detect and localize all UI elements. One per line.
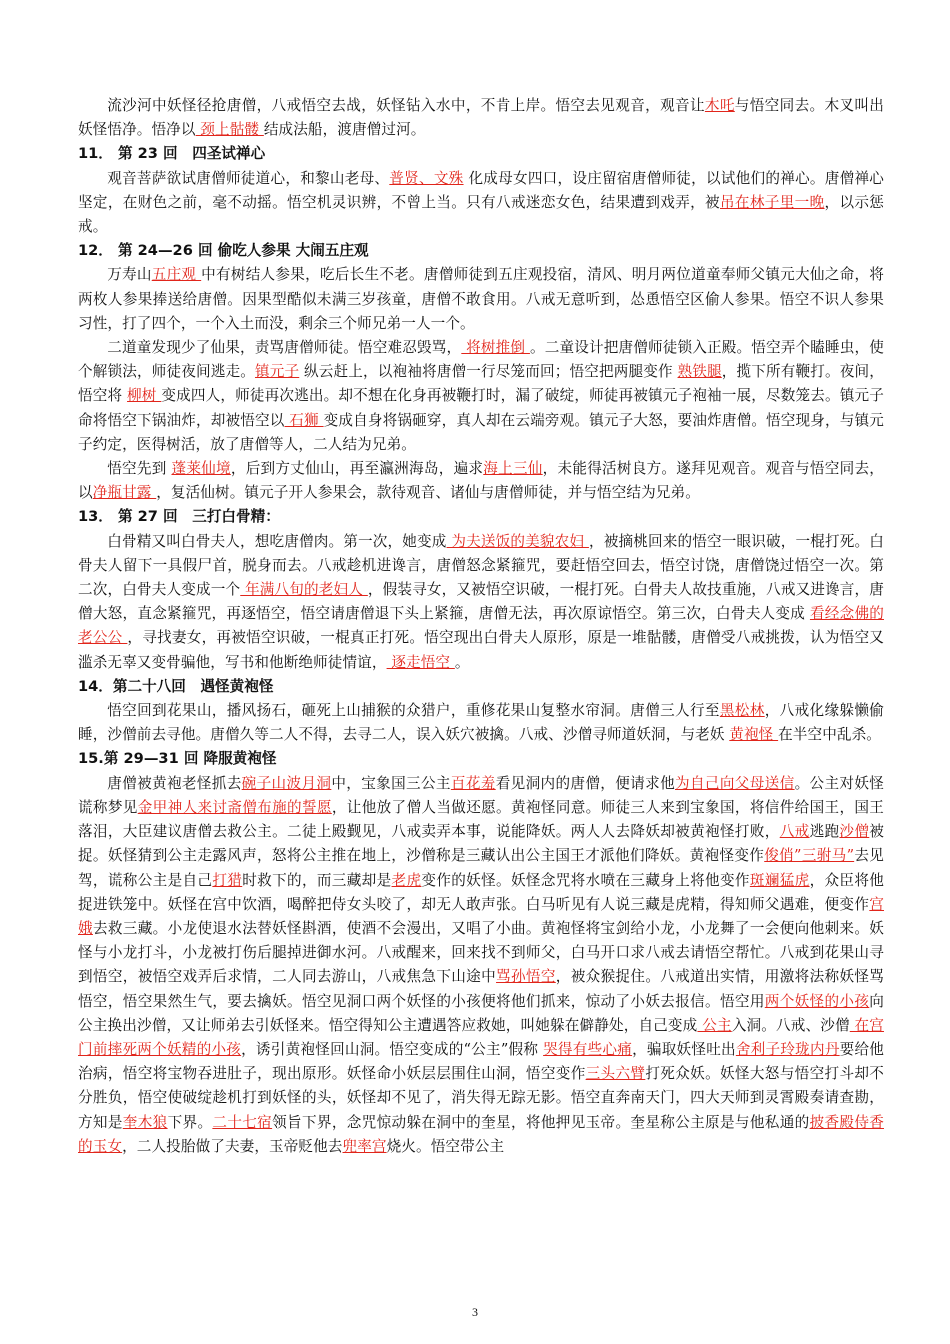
text-run: 。 bbox=[454, 653, 470, 671]
highlighted-term: 披香殿侍香的玉女 bbox=[78, 1113, 884, 1155]
text-run: 化成母女四口，设庄留宿唐僧师徒，以试他们的禅心。唐僧禅心坚定，在财色之前，毫不动摇。悟空机灵识辨，不曾上当。只有八戒迷恋女色，结果遭到戏弄，被 bbox=[78, 169, 885, 211]
text-run: 看见洞内的唐僧，便请求他 bbox=[495, 774, 676, 792]
highlighted-term: 百花羞 bbox=[450, 774, 496, 792]
text-run: 万寿山 bbox=[107, 266, 152, 284]
para-12-3 bbox=[78, 457, 884, 505]
text-run: ，骗取妖怪吐出 bbox=[632, 1040, 736, 1058]
text-run: 悟空回到花果山，播风扬石，砸死上山捕猴的众猎户，重修花果山复整水帘洞。唐僧三人行至 bbox=[107, 702, 720, 720]
highlighted-term: 为自己向父母送信 bbox=[675, 774, 795, 792]
highlighted-term: 五庄观 bbox=[151, 266, 202, 284]
highlighted-term: 俊俏”三驸马” bbox=[764, 847, 855, 865]
highlighted-term: 熟铁腿 bbox=[677, 363, 722, 381]
highlighted-term: 金甲神人来讨斋僧布施的誓愿 bbox=[137, 798, 332, 816]
text-run: 二道童发现少了仙果，责骂唐僧师徒。悟空难忍毁骂， bbox=[107, 339, 462, 357]
text-run: 观音菩萨欲试唐僧师徒道心，和黎山老母、 bbox=[107, 169, 390, 187]
text-run: ，后到方丈仙山，再至瀛洲海岛，遍求 bbox=[230, 460, 484, 478]
text-run: 下界。 bbox=[167, 1113, 213, 1131]
document-body bbox=[78, 94, 884, 1159]
highlighted-term: 年满八旬的老妇人 bbox=[240, 581, 368, 599]
para-12-2 bbox=[78, 336, 884, 457]
highlighted-term: 骂孙悟空 bbox=[496, 968, 556, 986]
para-12-1 bbox=[78, 263, 884, 336]
section-11-heading: 11． 第 23 回 四圣试禅心 bbox=[78, 145, 266, 163]
highlighted-term: 逐走悟空 bbox=[386, 653, 455, 671]
page-number: 3 bbox=[472, 1305, 478, 1319]
text-run: 烧火。悟空带公主 bbox=[386, 1137, 505, 1155]
highlighted-term: 为夫送饭的美貌农妇 bbox=[446, 532, 589, 550]
text-run: ，揽下所有鞭打。夜间，悟空将 bbox=[78, 363, 884, 405]
text-run: ，被众猴捉住。八戒道出实情，用激将法称妖怪骂悟空，悟空果然生气，要去擒妖。悟空见洞口两个妖怪的小孩便将他们抓来，惊动了小妖去报信。悟空用 bbox=[78, 968, 885, 1010]
text-run: 变成四人，师徒再次逃出。却不想在化身再被鞭打时，漏了破绽，师徒再被镇元子袍袖一展，尽数笼去。镇元子命将悟空下锅油炸，却被悟空以 bbox=[78, 387, 884, 429]
highlighted-term: 宫娥 bbox=[78, 895, 884, 937]
text-run: 悟空先到 bbox=[107, 460, 172, 478]
text-run: 中，宝象国三公主 bbox=[331, 774, 451, 792]
highlighted-term: 哭得有些心痛 bbox=[543, 1040, 633, 1058]
text-run: ，未能得活树良方。遂拜见观音。观音与悟空同去，以 bbox=[78, 460, 884, 502]
para-14-1 bbox=[78, 699, 884, 747]
highlighted-term: 石狮 bbox=[284, 411, 324, 429]
highlighted-term: 净瓶甘露 bbox=[92, 484, 157, 502]
text-run: 去救三藏。小龙使退水法替妖怪斟酒，使酒不会漫出，又唱了小曲。黄袍怪将宝剑给小龙，小龙舞了一会便向他刺来。妖怪与小龙打斗，小龙被打伤后腿掉进御水河。八戒醒来，回来找不到师父，白马开口求八戒去请悟空帮忙。八戒到花果山寻到悟空，被悟空戏弄后求情，二人同去游山，八戒焦急下山途中 bbox=[78, 919, 884, 986]
text-run: 唐僧被黄袍老怪抓去 bbox=[107, 774, 242, 792]
text-run: 。二童设计把唐僧师徒锁入正殿。悟空弄个瞌睡虫，使个解锁法，师徒夜间逃走。 bbox=[78, 339, 884, 381]
highlighted-term: 黄袍怪 bbox=[729, 726, 779, 744]
text-run: 向公主换出沙僧，又让师弟去引妖怪来。悟空得知公主遭遇答应救她，叫她躲在僻静处，自己变成 bbox=[78, 992, 884, 1034]
highlighted-term: 两个妖怪的小孩 bbox=[764, 992, 870, 1010]
text-run: 领旨下界，念咒惊动躲在洞中的奎星，将他押见玉帝。奎星称公主原是与他私通的 bbox=[272, 1113, 810, 1131]
highlighted-term: 兜率宫 bbox=[342, 1137, 387, 1155]
highlighted-term: 看经念佛的老公公 bbox=[78, 605, 884, 647]
text-run: 变作的妖怪。妖怪念咒将水喷在三藏身上将他变作 bbox=[421, 871, 750, 889]
highlighted-term: 打猎 bbox=[212, 871, 243, 889]
highlighted-term: 镇元子 bbox=[254, 363, 300, 381]
text-run: ，寻找妻女，再被悟空识破，一棍真正打死。悟空现出白骨夫人原形，原是一堆骷髅，唐僧受八戒挑拨，认为悟空又滥杀无辜又变骨骗他，写书和他断绝师徒情谊， bbox=[78, 629, 884, 671]
highlighted-term: 老虎 bbox=[391, 871, 422, 889]
text-run: 白骨精又叫白骨夫人，想吃唐僧肉。第一次，她变成 bbox=[107, 532, 447, 550]
highlighted-term: 舍利子玲珑内丹 bbox=[735, 1040, 840, 1058]
highlighted-term: 将树推倒 bbox=[461, 339, 530, 357]
highlighted-term: 碗子山波月洞 bbox=[241, 774, 332, 792]
text-run: 变成自身将锅砸穿，真人却在云端旁观。镇元子大怒，要油炸唐僧。悟空现身，与镇元子约定，医得树活，放了唐僧等人，二人结为兄弟。 bbox=[78, 411, 884, 453]
text-run: ，以示惩戒。 bbox=[78, 193, 885, 236]
text-run: 流沙河中妖怪径抢唐僧，八戒悟空去战，妖怪钻入水中，不肯上岸。悟空去见观音，观音让 bbox=[107, 97, 705, 114]
text-run: 时救下的，而三藏却是 bbox=[242, 871, 392, 889]
highlighted-term: 斑斓猛虎 bbox=[749, 871, 810, 889]
text-run: ，众臣将他捉进铁笼中。妖怪在宫中饮酒，喝醉把侍女头咬了，却无人敢声张。白马听见有人说三藏是虎精，得知师父遇难，便变作 bbox=[78, 871, 884, 913]
highlighted-term: 沙僧 bbox=[839, 823, 870, 841]
text-run: 被捉。妖怪猜到公主走露风声，怒将公主推在地上，沙僧称是三藏认出公主国王才派他们降妖。黄袍怪变作 bbox=[78, 823, 884, 865]
text-run: 去见驾，谎称公主是自己 bbox=[78, 847, 884, 889]
text-run: 逃跑 bbox=[809, 823, 840, 841]
para-15-1 bbox=[78, 772, 884, 1159]
highlighted-term: 普贤、文殊 bbox=[389, 169, 464, 187]
text-run: 。公主对妖怪谎称梦见 bbox=[78, 774, 884, 816]
text-run: 在半空中乱杀。 bbox=[778, 726, 881, 744]
highlighted-term: 黑松林 bbox=[719, 702, 765, 720]
text-run: ，被摘桃回来的悟空一眼识破，一棍打死。白骨夫人留下一具假尸首，脱身而去。八戒趁机进谗言，唐僧怒念紧箍咒，要赶悟空回去，悟空讨饶，唐僧饶过悟空一次。第二次，白骨夫人变成一个 bbox=[78, 532, 884, 599]
highlighted-term: 海上三仙 bbox=[483, 460, 543, 478]
text-run: 中有树结人参果，吃后长生不老。唐僧师徒到五庄观投宿，清风、明月两位道童奉师父镇元大仙之命，将两枚人参果捧送给唐僧。因果型酷似未满三岁孩童，唐僧不敢食用。八戒无意听到，怂恿悟空区偷人参果。悟空不识人参果习性，打了四个，一个入土而没，剩余三个师兄弟一人一个。 bbox=[78, 266, 884, 332]
highlighted-term: 木吒 bbox=[704, 97, 735, 114]
section-14-heading: 14．第二十八回 遇怪黄袍怪 bbox=[78, 677, 274, 695]
highlighted-term: 颈上骷髅 bbox=[195, 121, 264, 139]
section-15-heading: 15.第 29—31 回 降服黄袍怪 bbox=[78, 750, 277, 768]
text-run: ，让他放了僧人当做还愿。黄袍怪同意。师徒三人来到宝象国，将信件给国王，国王落泪，大臣建议唐僧去救公主。二徒上殿觐见，八戒卖弄本事，说能降妖。两人人去降妖却被黄袍怪打败， bbox=[78, 798, 885, 841]
text-run: ，二人投胎做了夫妻，玉帝贬他去 bbox=[122, 1137, 343, 1155]
text-run: ，诱引黄袍怪回山洞。悟空变成的“公主”假称 bbox=[241, 1040, 544, 1058]
text-run: 要给他治病，悟空将宝物吞进肚子，现出原形。妖怪命小妖层层围住山洞，悟空变作 bbox=[78, 1040, 885, 1083]
highlighted-term: 吊在林子里一晚 bbox=[720, 193, 825, 211]
highlighted-term: 柳树 bbox=[127, 387, 162, 405]
para-11-1 bbox=[78, 167, 884, 240]
section-13-heading: 13． 第 27 回 三打白骨精： bbox=[78, 508, 280, 526]
highlighted-term: 公主 bbox=[697, 1016, 732, 1034]
highlighted-term: 八戒 bbox=[779, 823, 810, 841]
section-12-heading: 12． 第 24—26 回 偷吃人参果 大闹五庄观 bbox=[78, 242, 369, 260]
text-run: 打死众妖。妖怪大怒与悟空打斗却不分胜负，悟空使破绽趁机打到妖怪的头，妖怪却不见了，消失得无踪无影。悟空直奔南天门，四大天师到灵霄殿奏请查勘，方知是 bbox=[78, 1065, 885, 1131]
text-run: ，复活仙树。镇元子开人参果会，款待观音、诸仙与唐僧师徒，并与悟空结为兄弟。 bbox=[156, 484, 700, 502]
text-run: 纵云赶上，以袍袖将唐僧一行尽笼而回；悟空把两腿变作 bbox=[299, 363, 678, 381]
text-run: 与悟空同去。木叉叫出妖怪悟净。悟净以 bbox=[78, 97, 884, 139]
text-run: ，八戒化缘躲懒偷睡，沙僧前去寻他。唐僧久等二人不得，去寻二人，误入妖穴被擒。八戒、沙僧寻师道妖洞，与老妖 bbox=[78, 702, 884, 744]
highlighted-term: 在宫门前摔死两个妖精的小孩 bbox=[78, 1016, 884, 1058]
highlighted-term: 二十七宿 bbox=[212, 1113, 273, 1131]
text-run: 结成法船，渡唐僧过河。 bbox=[263, 121, 426, 139]
highlighted-term: 蓬莱仙境 bbox=[171, 460, 231, 478]
para-13-1 bbox=[78, 530, 884, 675]
para-intro bbox=[78, 94, 884, 142]
highlighted-term: 三头六臂 bbox=[585, 1065, 646, 1083]
text-run: ，假装寻女，又被悟空识破，一棍打死。白骨夫人故技重施，八戒又进谗言，唐僧大怒，直念紧箍咒，再逐悟空，悟空请唐僧退下头上紧箍，唐僧无法，再次原谅悟空。第三次，白骨夫人变成 bbox=[78, 581, 885, 623]
text-run: 入洞。八戒、沙僧 bbox=[731, 1016, 850, 1034]
highlighted-term: 奎木狼 bbox=[122, 1113, 168, 1131]
